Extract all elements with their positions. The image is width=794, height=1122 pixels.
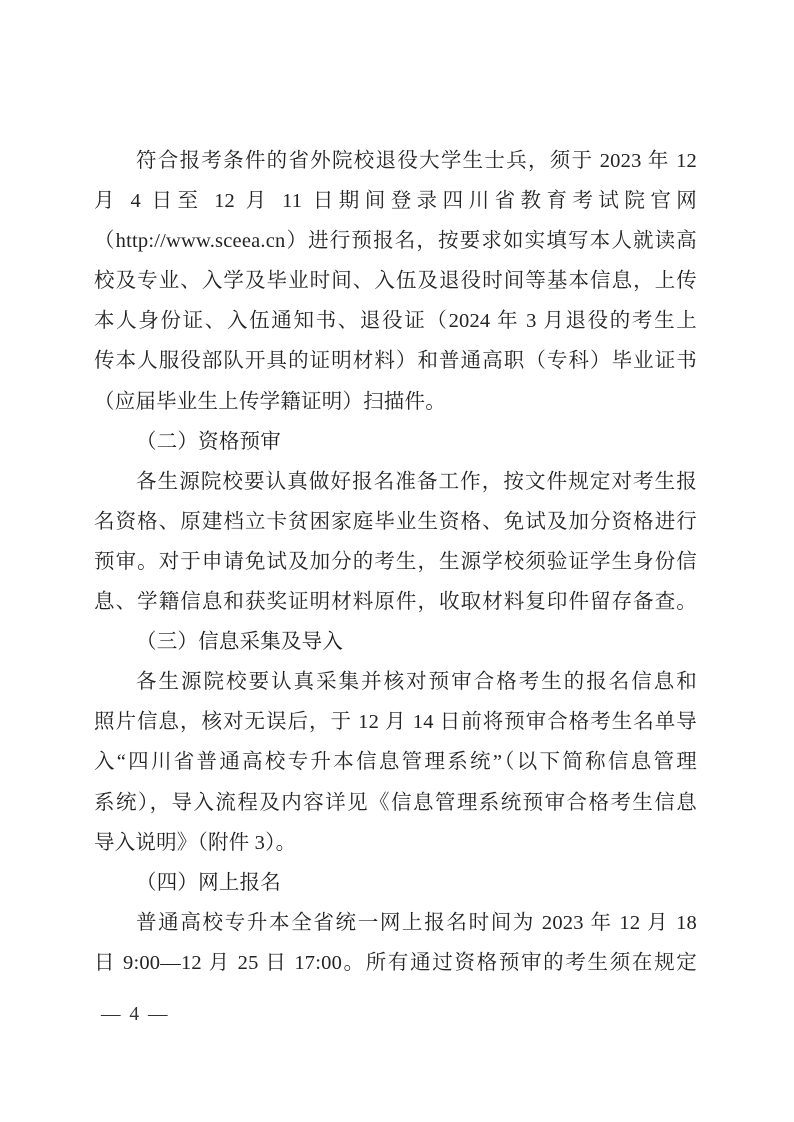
paragraph-line: 日 9:00—12 月 25 日 17:00。所有通过资格预审的考生须在规定 — [94, 951, 697, 974]
paragraph-line: 导入说明》（附件 3）。 — [94, 831, 297, 854]
paragraph-line: 普通高校专升本全省统一网上报名时间为 2023 年 12 月 18 — [136, 911, 697, 934]
paragraph-line: 系统），导入流程及内容详见《信息管理系统预审合格考生信息 — [94, 791, 697, 814]
paragraph-line: 符合报考条件的省外院校退役大学生士兵，须于 2023 年 12 — [136, 150, 697, 172]
paragraph-line: （http://www.sceea.cn）进行预报名，按要求如实填写本人就读高 — [94, 230, 697, 253]
paragraph-line: 入“四川省普通高校专升本信息管理系统”（以下简称信息管理 — [94, 751, 697, 774]
paragraph-line: 名资格、原建档立卡贫困家庭毕业生资格、免试及加分资格进行 — [94, 510, 697, 533]
paragraph-line: 预审。对于申请免试及加分的考生，生源学校须验证学生身份信 — [94, 550, 697, 573]
paragraph-line: 照片信息，核对无误后，于 12 月 14 日前将预审合格考生名单导 — [94, 711, 697, 734]
paragraph-line: 息、学籍信息和获奖证明材料原件，收取材料复印件留存备查。 — [94, 591, 697, 614]
section-heading-4: （四）网上报名 — [136, 871, 281, 894]
paragraph-line: 校及专业、入学及毕业时间、入伍及退役时间等基本信息，上传 — [94, 270, 697, 293]
paragraph-line: 传本人服役部队开具的证明材料）和普通高职（专科）毕业证书 — [94, 350, 697, 373]
document-body — [94, 141, 697, 983]
paragraph-line: 各生源院校要认真采集并核对预审合格考生的报名信息和 — [136, 671, 697, 694]
paragraph-line: 本人身份证、入伍通知书、退役证（2024 年 3 月退役的考生上 — [94, 310, 697, 333]
paragraph-line: 各生源院校要认真做好报名准备工作，按文件规定对考生报 — [136, 470, 697, 493]
paragraph-line: （应届毕业生上传学籍证明）扫描件。 — [94, 390, 446, 413]
page-number: — 4 — — [101, 1004, 170, 1025]
section-heading-3: （三）信息采集及导入 — [136, 631, 344, 654]
paragraph-line: 月 4 日至 12 月 11 日期间登录四川省教育考试院官网 — [94, 190, 697, 213]
section-heading-2: （二）资格预审 — [136, 430, 281, 453]
